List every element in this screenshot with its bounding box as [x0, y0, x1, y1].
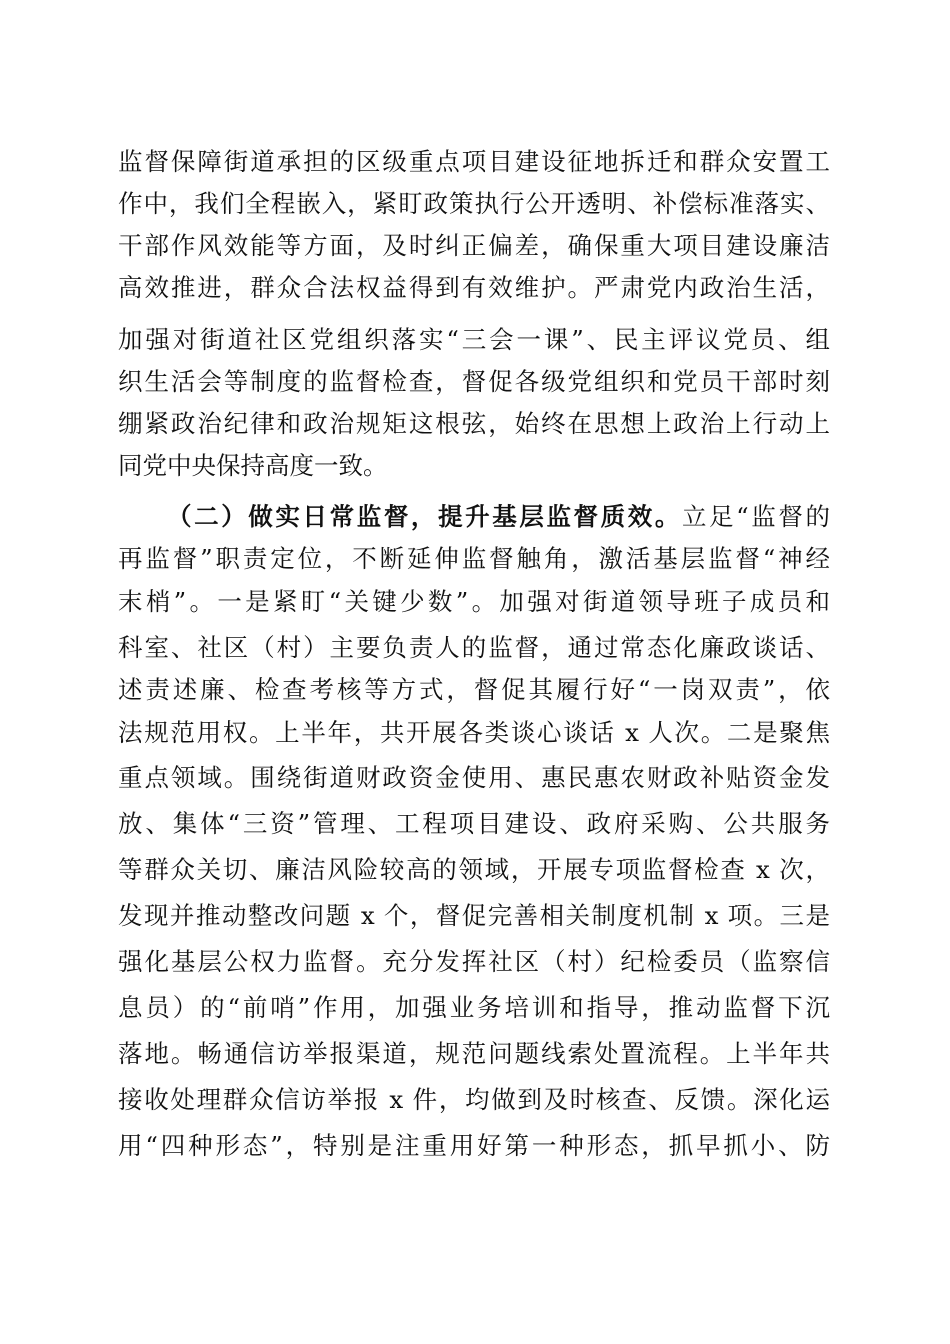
paragraph-line: 重点领域。围绕街道财政资金使用、惠民惠农财政补贴资金发	[118, 763, 830, 792]
paragraph-line: 科室、社区（村）主要负责人的监督，通过常态化廉政谈话、	[118, 633, 830, 662]
paragraph-line: 强化基层公权力监督。充分发挥社区（村）纪检委员（监察信	[118, 947, 830, 976]
section-heading: （二）做实日常监督，提升基层监督质效。	[167, 502, 682, 531]
paragraph-line: 等群众关切、廉洁风险较高的领域，开展专项监督检查 x 次，	[118, 855, 830, 884]
paragraph-line: 监督保障街道承担的区级重点项目建设征地拆迁和群众安置工	[118, 147, 830, 176]
paragraph-line: 再监督”职责定位，不断延伸监督触角，激活基层监督“神经	[118, 544, 830, 573]
paragraph-line: 作中，我们全程嵌入，紧盯政策执行公开透明、补偿标准落实、	[118, 189, 830, 218]
section-heading-line	[167, 497, 830, 537]
heading-line-rest: 立足“监督的	[681, 502, 830, 531]
paragraph-line: 加强对街道社区党组织落实“三会一课”、民主评议党员、组	[118, 325, 830, 354]
paragraph-line: 用“四种形态”，特别是注重用好第一种形态，抓早抓小、防	[118, 1131, 830, 1160]
paragraph-line: 绷紧政治纪律和政治规矩这根弦，始终在思想上政治上行动上	[118, 409, 830, 438]
paragraph-line: 同党中央保持高度一致。	[118, 451, 388, 480]
paragraph-line: 织生活会等制度的监督检查，督促各级党组织和党员干部时刻	[118, 367, 830, 396]
paragraph-line: 末梢”。一是紧盯“关键少数”。加强对街道领导班子成员和	[118, 587, 830, 616]
paragraph-line: 法规范用权。上半年，共开展各类谈心谈话 x 人次。二是聚焦	[118, 718, 830, 747]
paragraph-line: 发现并推动整改问题 x 个，督促完善相关制度机制 x 项。三是	[118, 901, 830, 930]
paragraph-line: 息员）的“前哨”作用，加强业务培训和指导，推动监督下沉	[118, 993, 830, 1022]
paragraph-line: 述责述廉、检查考核等方式，督促其履行好“一岗双责”，依	[118, 675, 830, 704]
paragraph-line: 高效推进，群众合法权益得到有效维护。严肃党内政治生活，	[118, 273, 830, 302]
paragraph-line: 放、集体“三资”管理、工程项目建设、政府采购、公共服务	[118, 809, 830, 838]
paragraph-line: 落地。畅通信访举报渠道，规范问题线索处置流程。上半年共	[118, 1039, 830, 1068]
paragraph-line: 接收处理群众信访举报 x 件，均做到及时核查、反馈。深化运	[118, 1085, 830, 1114]
paragraph-line: 干部作风效能等方面，及时纠正偏差，确保重大项目建设廉洁	[118, 231, 830, 260]
